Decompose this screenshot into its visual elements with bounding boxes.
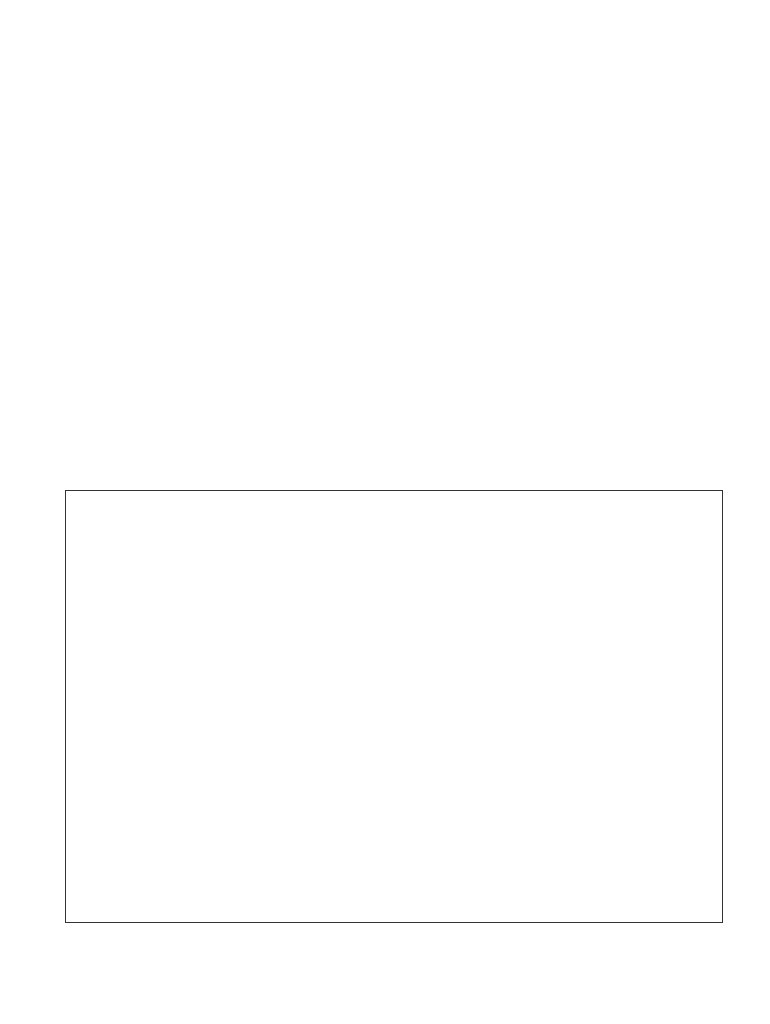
homework-grid: [65, 490, 723, 923]
